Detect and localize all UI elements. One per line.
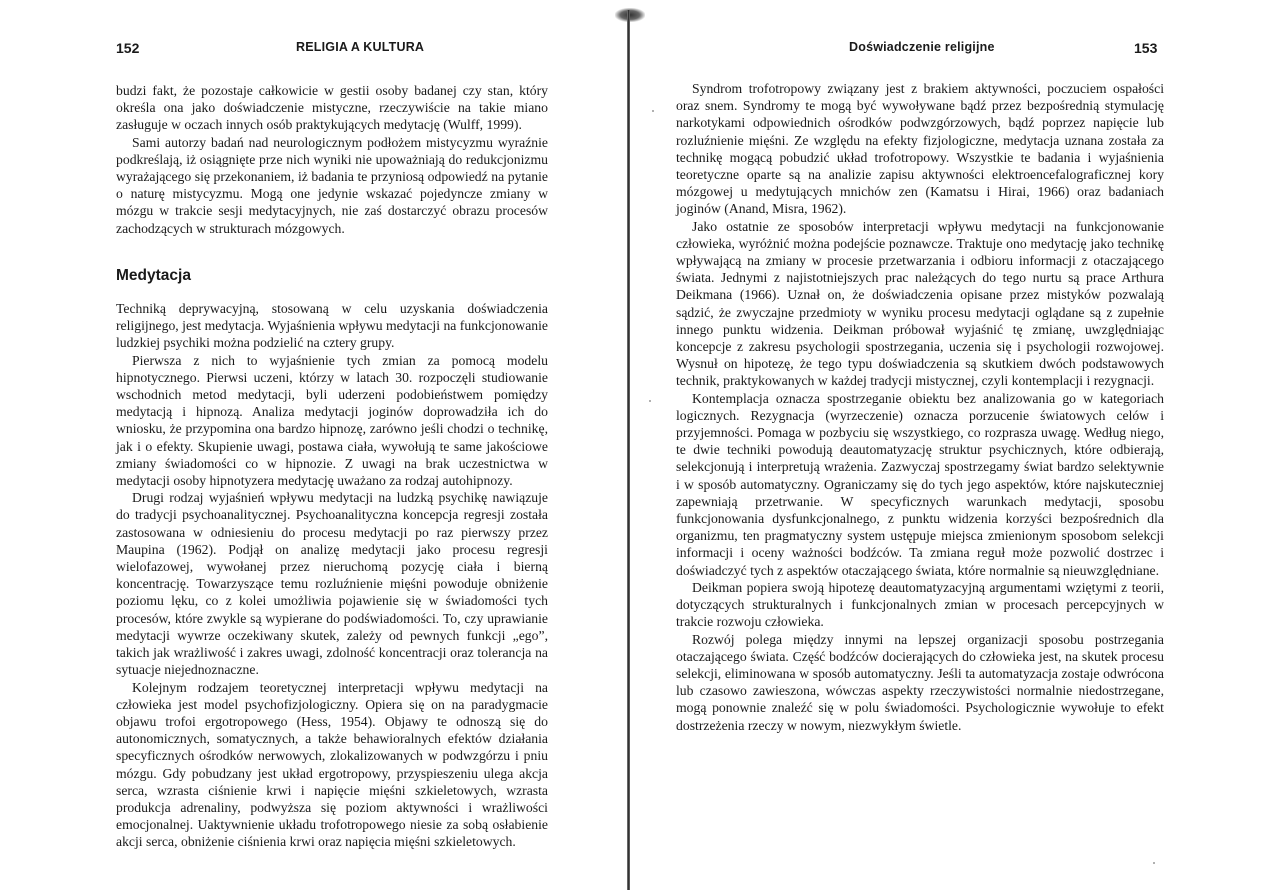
paragraph: Kolejnym rodzajem teoretycznej interpretacji wpływu medytacji na człowieka jest model psychofizjologiczny. Opiera się on na paradygmacie objawu trofoi ergotropowego (Hess, 1954). Objawy te odnoszą się do autonomicznych, somatycznych, a także behawioralnych efektów działania specyficznych ośrodków nerwowych, zlokalizowanych w podwzgórzu i pniu mózgu. Gdy pobudzany jest układ ergotropowy, przyspieszeniu ulega akcja serca, wzrasta ciśnienie krwi i napięcie mięśni szkieletowych, wzrasta produkcja adrenaliny, podwyższa się poziom aktywności i wrażliwości emocjonalnej. Uaktywnienie układu trofotropowego niesie za sobą osłabienie akcji serca, obniżenie ciśnienia krwi oraz napięcia mięśni szkieletowych. [116, 679, 548, 850]
section-heading: Medytacja [116, 266, 191, 284]
paragraph: budzi fakt, że pozostaje całkowicie w gestii osoby badanej czy stan, który określa ona jako doświadczenie mistyczne, rzeczywiście na takie miano zasługuje w oczach innych osób praktykujących medytację (Wulff, 1999). [116, 83, 548, 133]
paragraph: Syndrom trofotropowy związany jest z brakiem aktywności, poczuciem ospałości oraz snem. Syndromy te mogą być wywoływane bądź przez bezpośrednią stymulację narkotykami odpowiednich ośrodków podwzgórzowych, bądź poprzez napięcie lub rozluźnienie mięśni. Ze względu na efekty fizjologiczne, medytacja uznana została za technikę mogącą pobudzić układ trofotropowy. Wszystkie te badania i wyjaśnienia teoretyczne oparte są na analizie zapisu aktywności elektroencefalograficznej kory mózgowej u medytujących mnichów zen (Kamatsu i Hirai, 1966) oraz badaniach joginów (Anand, Misra, 1962). [676, 81, 1164, 217]
paragraph: Deikman popiera swoją hipotezę deautomatyzacyjną argumentami wziętymi z teorii, dotyczących strukturalnych i funkcjonalnych zmian w procesach percepcyjnych w trakcie rozwoju człowieka. [676, 579, 1164, 630]
paragraph: Rozwój polega między innymi na lepszej organizacji sposobu postrzegania otaczającego świata. Część bodźców docierających do człowieka jest, na skutek procesu selekcji, eliminowana w sposób automatyczny. Jeśli ta automatyzacja zostaje odwrócona lub czasowo zawieszona, wówczas aspekty rzeczywistości normalnie niedostrzegane, mogą ponownie znaleźć się w polu świadomości. Psychologicznie wywołuje to efekt dostrzeżenia rzeczy w nowym, niezwykłym świetle. [676, 631, 1164, 733]
paragraph: Sami autorzy badań nad neurologicznym podłożem mistycyzmu wyraźnie podkreślają, iż osiągnięte prze nich wyniki nie upoważniają do redukcjonizmu wyrażającego się przekonaniem, iż badania te przyniosą odpowiedź na pytanie o naturę mistycyzmu. Mogą one jedynie wskazać pojedyncze zmiany w mózgu w trakcie sesji medytacyjnych, nie zaś dostarczyć obrazu procesów zachodzących w strukturach mózgowych. [116, 134, 548, 236]
running-head: RELIGIA A KULTURA [296, 40, 425, 54]
paragraph: Drugi rodzaj wyjaśnień wpływu medytacji na ludzką psychikę nawiązuje do tradycji psychoanalitycznej. Psychoanalityczna koncepcja regresji została zastosowana w odniesieniu do procesu medytacji po raz pierwszy przez Maupina (1962). Podjął on analizę medytacji jako procesu regresji wielofazowej, wywołanej przez nieruchomą pozycję ciała i bierną koncentrację. Towarzyszące temu rozluźnienie mięśni powoduje obniżenie poziomu lęku, co z kolei umożliwia pojawienie się w świadomości tych procesów, które zwykle są wypierane do podświadomości. To, czy uprawianie medytacji wywrze oczekiwany skutek, zależy od pewnych funkcji „ego”, takich jak wrażliwość i zakres uwagi, zdolność koncentracji oraz tolerancja na sytuacje niejednoznaczne. [116, 490, 548, 678]
left-page [0, 0, 631, 893]
page-number: 153 [1134, 40, 1158, 56]
paragraph: Techniką deprywacyjną, stosowaną w celu uzyskania doświadczenia religijnego, jest medytacja. Wyjaśnienia wpływu medytacji na funkcjonowanie ludzkiej psychiki można podzielić na cztery grupy. [116, 301, 548, 351]
running-head: Doświadczenie religijne [849, 40, 995, 54]
left-body-text [116, 82, 548, 851]
paragraph: Jako ostatnie ze sposobów interpretacji wpływu medytacji na funkcjonowanie człowieka, wyróżnić można podejście poznawcze. Traktuje ono medytację jako technikę wpływającą na zmiany w procesie przetwarzania i odbioru informacji z otaczającego świata. Jednymi z najistotniejszych prac należących do tego nurtu są prace Arthura Deikmana (1966). Uznał on, że doświadczenia opisane przez mistyków pozwalają sądzić, że zwyczajne przedmioty w wyniku procesu medytacji oglądane są z zupełnie innego punktu widzenia. Deikman próbował wyjaśnić tę zmianę, uwzględniając koncepcje z zakresu psychologii spostrzegania, uczenia się i psychologii rozwojowej. Wysnuł on hipotezę, że tego typu doświadczenia są skutkiem dwóch podstawowych technik, praktykowanych w każdej tradycji mistycznej, czyli kontemplacji i rezygnacji. [676, 218, 1164, 389]
page-number: 152 [116, 40, 140, 56]
paragraph: Pierwsza z nich to wyjaśnienie tych zmian za pomocą modelu hipnotycznego. Pierwsi uczeni, którzy w latach 30. rozpoczęli studiowanie wschodnich metod medytacji, byli uderzeni podobieństwem pomiędzy medytacją i hipnozą. Analiza medytacji joginów doprowadziła ich do wniosku, że przypomina ona bardzo hipnozę, zarówno jeśli chodzi o technikę, jak i o efekty. Skupienie uwagi, postawa ciała, wywołują te same jakościowe zmiany świadomości co w hipnozie. Z uwagi na brak uczestnictwa w medytacji osoby hipnotyzera medytację uważano za rodzaj autohipnozy. [116, 352, 548, 489]
right-page [632, 0, 1263, 893]
paragraph: Kontemplacja oznacza spostrzeganie obiektu bez analizowania go w kategoriach logicznych. Rezygnacja (wyrzeczenie) oznacza porzucenie światowych celów i przyjemności. Pomaga w pozbyciu się wszystkiego, co rozprasza uwagę. Według niego, te dwie techniki powodują deautomatyzację struktur psychicznych, które odbierają, selekcjonują i interpretują wrażenia. Zazwyczaj spostrzegamy świat bardzo selektywnie i w sposób automatyczny. Ograniczamy się do tych jego aspektów, które najskuteczniej zapewniają przetrwanie. W specyficznych warunkach medytacji, sposobu funkcjonowania dysfunkcjonalnego, z punktu widzenia korzyści bezpośrednich dla organizmu, ten pragmatyczny system ustępuje miejsca zmienionym sposobom selekcji informacji i oceny ważności bodźców. Ta zmiana reguł może pozwolić dostrzec i doświadczyć tych z aspektów otaczającego świata, które normalnie są nieuwzględniane. [676, 390, 1164, 578]
right-body-text [676, 80, 1164, 734]
